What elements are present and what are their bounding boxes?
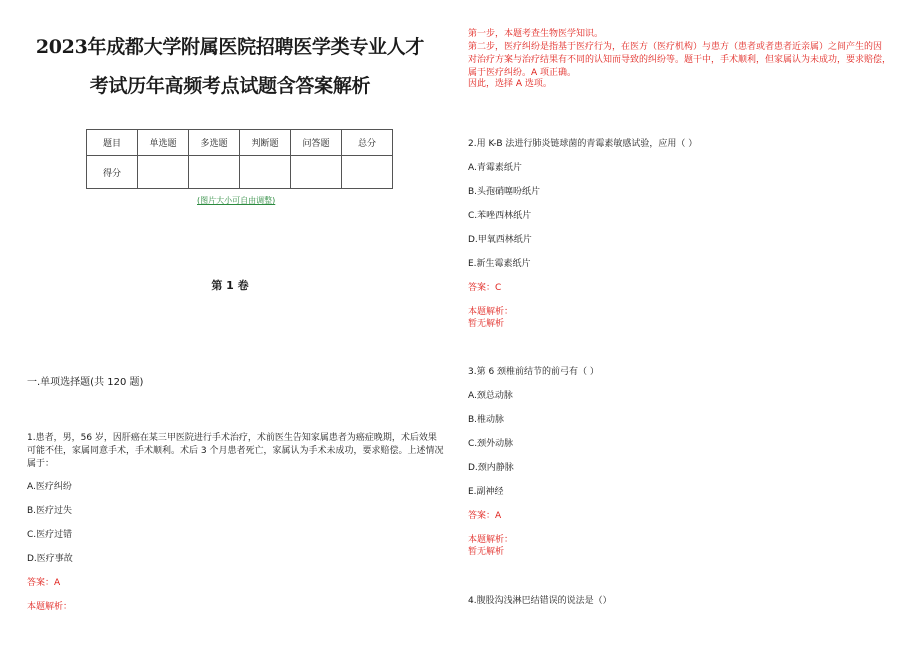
score-header-cell: 单选题 bbox=[138, 130, 189, 156]
question-3-option: E.副神经 bbox=[468, 487, 504, 497]
score-cell bbox=[138, 156, 189, 189]
score-cell bbox=[240, 156, 291, 189]
question-3-option: D.颈内静脉 bbox=[468, 463, 514, 473]
question-1-option: D.医疗事故 bbox=[27, 554, 73, 564]
question-3-option: C.颈外动脉 bbox=[468, 439, 514, 449]
question-2-option: C.苯唑西林纸片 bbox=[468, 211, 532, 221]
question-1-analysis-line: 因此，选择 A 选项。 bbox=[468, 79, 552, 89]
question-4-stem: 4.腹股沟浅淋巴结错误的说法是（） bbox=[468, 596, 612, 606]
score-header-cell: 多选题 bbox=[189, 130, 240, 156]
question-2-answer: 答案：C bbox=[468, 283, 502, 293]
question-3-answer: 答案：A bbox=[468, 511, 502, 521]
score-cell bbox=[291, 156, 342, 189]
image-caption-link[interactable]: (图片大小可自由调整) bbox=[197, 196, 276, 205]
score-header-cell: 题目 bbox=[87, 130, 138, 156]
question-1-analysis-line: 对治疗方案与治疗结果有不同的认知而导致的纠纷等。题干中，手术顺利，但家属认为未成功，要求赔偿， bbox=[468, 55, 892, 65]
question-1-option: A.医疗纠纷 bbox=[27, 482, 72, 492]
document-title-line2: 考试历年高频考点试题含答案解析 bbox=[89, 75, 371, 97]
question-1-stem-line: 属于： bbox=[27, 459, 55, 469]
question-3-stem: 3.第 6 颈椎前结节的前弓有（ ） bbox=[468, 367, 599, 377]
question-1-analysis-line: 属于医疗纠纷。A 项正确。 bbox=[468, 68, 577, 78]
question-1-stem-line: 1.患者，男，56 岁，因肝癌在某三甲医院进行手术治疗，术前医生告知家属患者为癌症晚期，术后效果 bbox=[27, 433, 437, 443]
question-1-option: B.医疗过失 bbox=[27, 506, 73, 516]
score-table-header-row bbox=[87, 130, 393, 156]
section-title: 一.单项选择题(共 120 题) bbox=[27, 377, 144, 388]
question-2-analysis-label: 本题解析： bbox=[468, 307, 514, 317]
question-2-option: A.青霉素纸片 bbox=[468, 163, 522, 173]
score-table-score-row bbox=[87, 156, 393, 189]
question-2-stem: 2.用 K-B 法进行肺炎链球菌的青霉素敏感试验，应用（ ） bbox=[468, 139, 698, 149]
score-header-cell: 总分 bbox=[342, 130, 393, 156]
score-cell bbox=[342, 156, 393, 189]
document-title-line1: 2023年成都大学附属医院招聘医学类专业人才 bbox=[35, 36, 425, 58]
question-1-stem-line: 可能不佳，家属同意手术，手术顺利。术后 3 个月患者死亡，家属认为手术未成功，要求赔偿。上述情况 bbox=[27, 446, 444, 456]
question-3-analysis-text: 暂无解析 bbox=[468, 547, 505, 557]
score-cell bbox=[189, 156, 240, 189]
question-3-analysis-label: 本题解析： bbox=[468, 535, 514, 545]
score-table bbox=[86, 129, 393, 189]
question-3-option: B.椎动脉 bbox=[468, 415, 505, 425]
question-1-answer: 答案：A bbox=[27, 578, 61, 588]
volume-title: 第 1 卷 bbox=[211, 279, 249, 292]
score-row-label: 得分 bbox=[87, 156, 138, 189]
question-2-option: D.甲氧西林纸片 bbox=[468, 235, 532, 245]
question-2-option: E.新生霉素纸片 bbox=[468, 259, 531, 269]
score-header-cell: 问答题 bbox=[291, 130, 342, 156]
question-3-option: A.颈总动脉 bbox=[468, 391, 513, 401]
question-2-option: B.头孢硝噻吩纸片 bbox=[468, 187, 541, 197]
question-2-analysis-text: 暂无解析 bbox=[468, 319, 505, 329]
question-1-analysis-line: 第一步，本题考查生物医学知识。 bbox=[468, 29, 604, 39]
question-1-option: C.医疗过错 bbox=[27, 530, 73, 540]
score-header-cell: 判断题 bbox=[240, 130, 291, 156]
question-1-analysis-line: 第二步，医疗纠纷是指基于医疗行为，在医方（医疗机构）与患方（患者或者患者近亲属）之间产生的因 bbox=[468, 42, 883, 52]
question-1-analysis-label: 本题解析： bbox=[27, 602, 73, 612]
